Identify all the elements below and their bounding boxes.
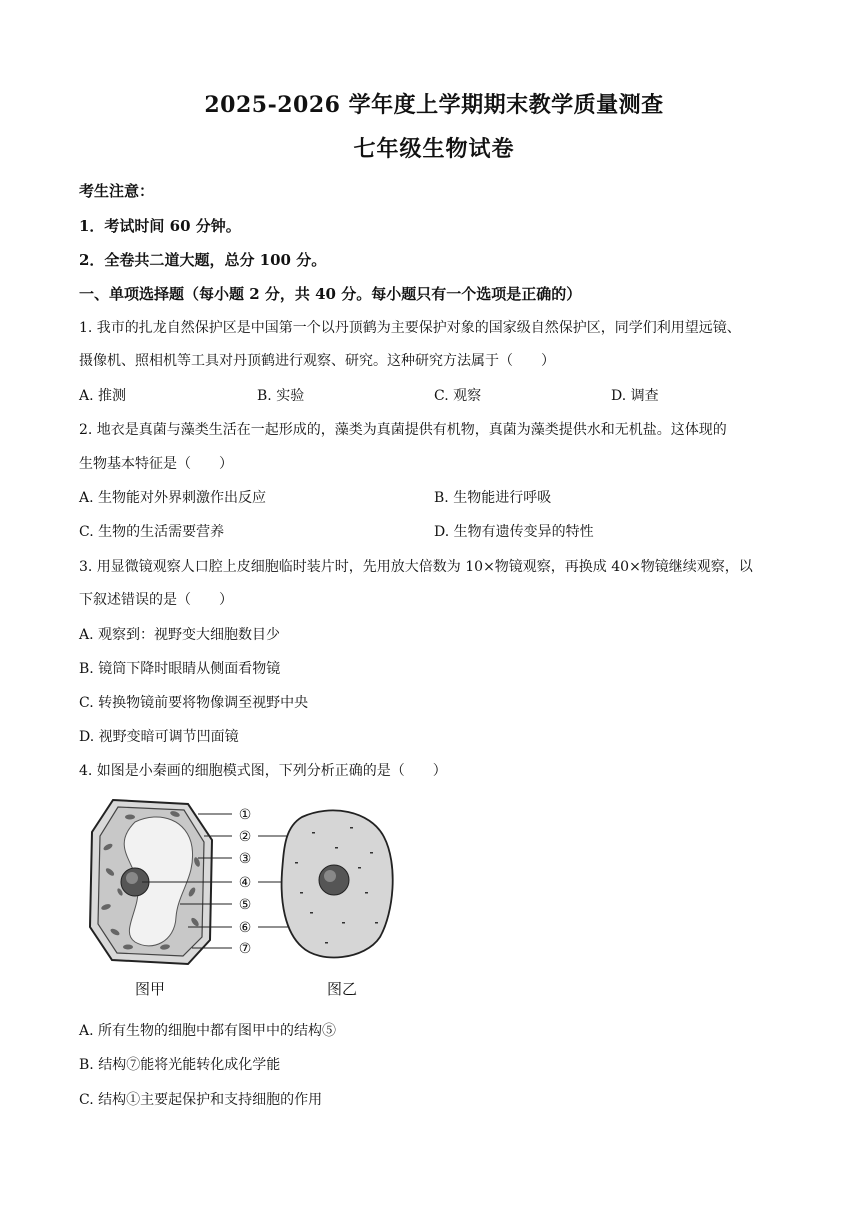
section-heading: 一、单项选择题（每小题 2 分，共 40 分。每小题只有一个选项是正确的） [79, 285, 582, 303]
notice-item: 2．全卷共二道大题，总分 100 分。 [79, 251, 327, 269]
exam-subtitle: 七年级生物试卷 [353, 136, 515, 162]
option-d: D. 调查 [611, 388, 659, 404]
exam-title: 2025-2026 学年度上学期期末教学质量测查 [204, 92, 664, 118]
figure-label: ③ [238, 851, 252, 867]
option-a: A. 推测 [79, 388, 127, 404]
notice-item: 1．考试时间 60 分钟。 [79, 217, 241, 235]
option-a: A. 生物能对外界刺激作出反应 [79, 490, 267, 506]
cell-diagram [80, 792, 400, 1002]
figure-label: ⑥ [238, 920, 252, 936]
option-a: A. 所有生物的细胞中都有图甲中的结构⑤ [79, 1023, 337, 1039]
option-b: B. 结构⑦能将光能转化成化学能 [79, 1057, 281, 1073]
question-text: 1. 我市的扎龙自然保护区是中国第一个以丹顶鹤为主要保护对象的国家级自然保护区，同学们利用望远镜、 [79, 320, 741, 336]
figure-label: ⑤ [238, 897, 252, 913]
question-text: 4. 如图是小秦画的细胞模式图，下列分析正确的是（ ） [79, 763, 447, 779]
question-text: 3. 用显微镜观察人口腔上皮细胞临时装片时，先用放大倍数为 10×物镜观察，再换成 40×物镜继续观察，以 [79, 559, 753, 575]
question-text: 2. 地衣是真菌与藻类生活在一起形成的，藻类为真菌提供有机物，真菌为藻类提供水和无机盐。这体现的 [79, 422, 727, 438]
question-text: 摄像机、照相机等工具对丹顶鹤进行观察、研究。这种研究方法属于（ ） [79, 353, 555, 369]
option-d: D. 视野变暗可调节凹面镜 [79, 729, 239, 745]
option-b: B. 生物能进行呼吸 [434, 490, 552, 506]
option-b: B. 镜筒下降时眼睛从侧面看物镜 [79, 661, 281, 677]
option-b: B. 实验 [257, 388, 305, 404]
figure-label: ④ [238, 875, 252, 891]
notice-heading: 考生注意： [79, 182, 155, 200]
option-c: C. 转换物镜前要将物像调至视野中央 [79, 695, 309, 711]
option-c: C. 观察 [434, 388, 482, 404]
option-a: A. 观察到：视野变大细胞数目少 [79, 627, 281, 643]
figure-label: ① [238, 807, 252, 823]
question-text: 下叙述错误的是（ ） [79, 592, 233, 608]
option-d: D. 生物有遗传变异的特性 [434, 524, 594, 540]
figure-label: ⑦ [238, 941, 252, 957]
figure-label: ② [238, 829, 252, 845]
caption-left: 图甲 [134, 980, 166, 998]
caption-right: 图乙 [326, 980, 358, 998]
option-c: C. 结构①主要起保护和支持细胞的作用 [79, 1092, 323, 1108]
question-text: 生物基本特征是（ ） [79, 456, 233, 472]
option-c: C. 生物的生活需要营养 [79, 524, 225, 540]
